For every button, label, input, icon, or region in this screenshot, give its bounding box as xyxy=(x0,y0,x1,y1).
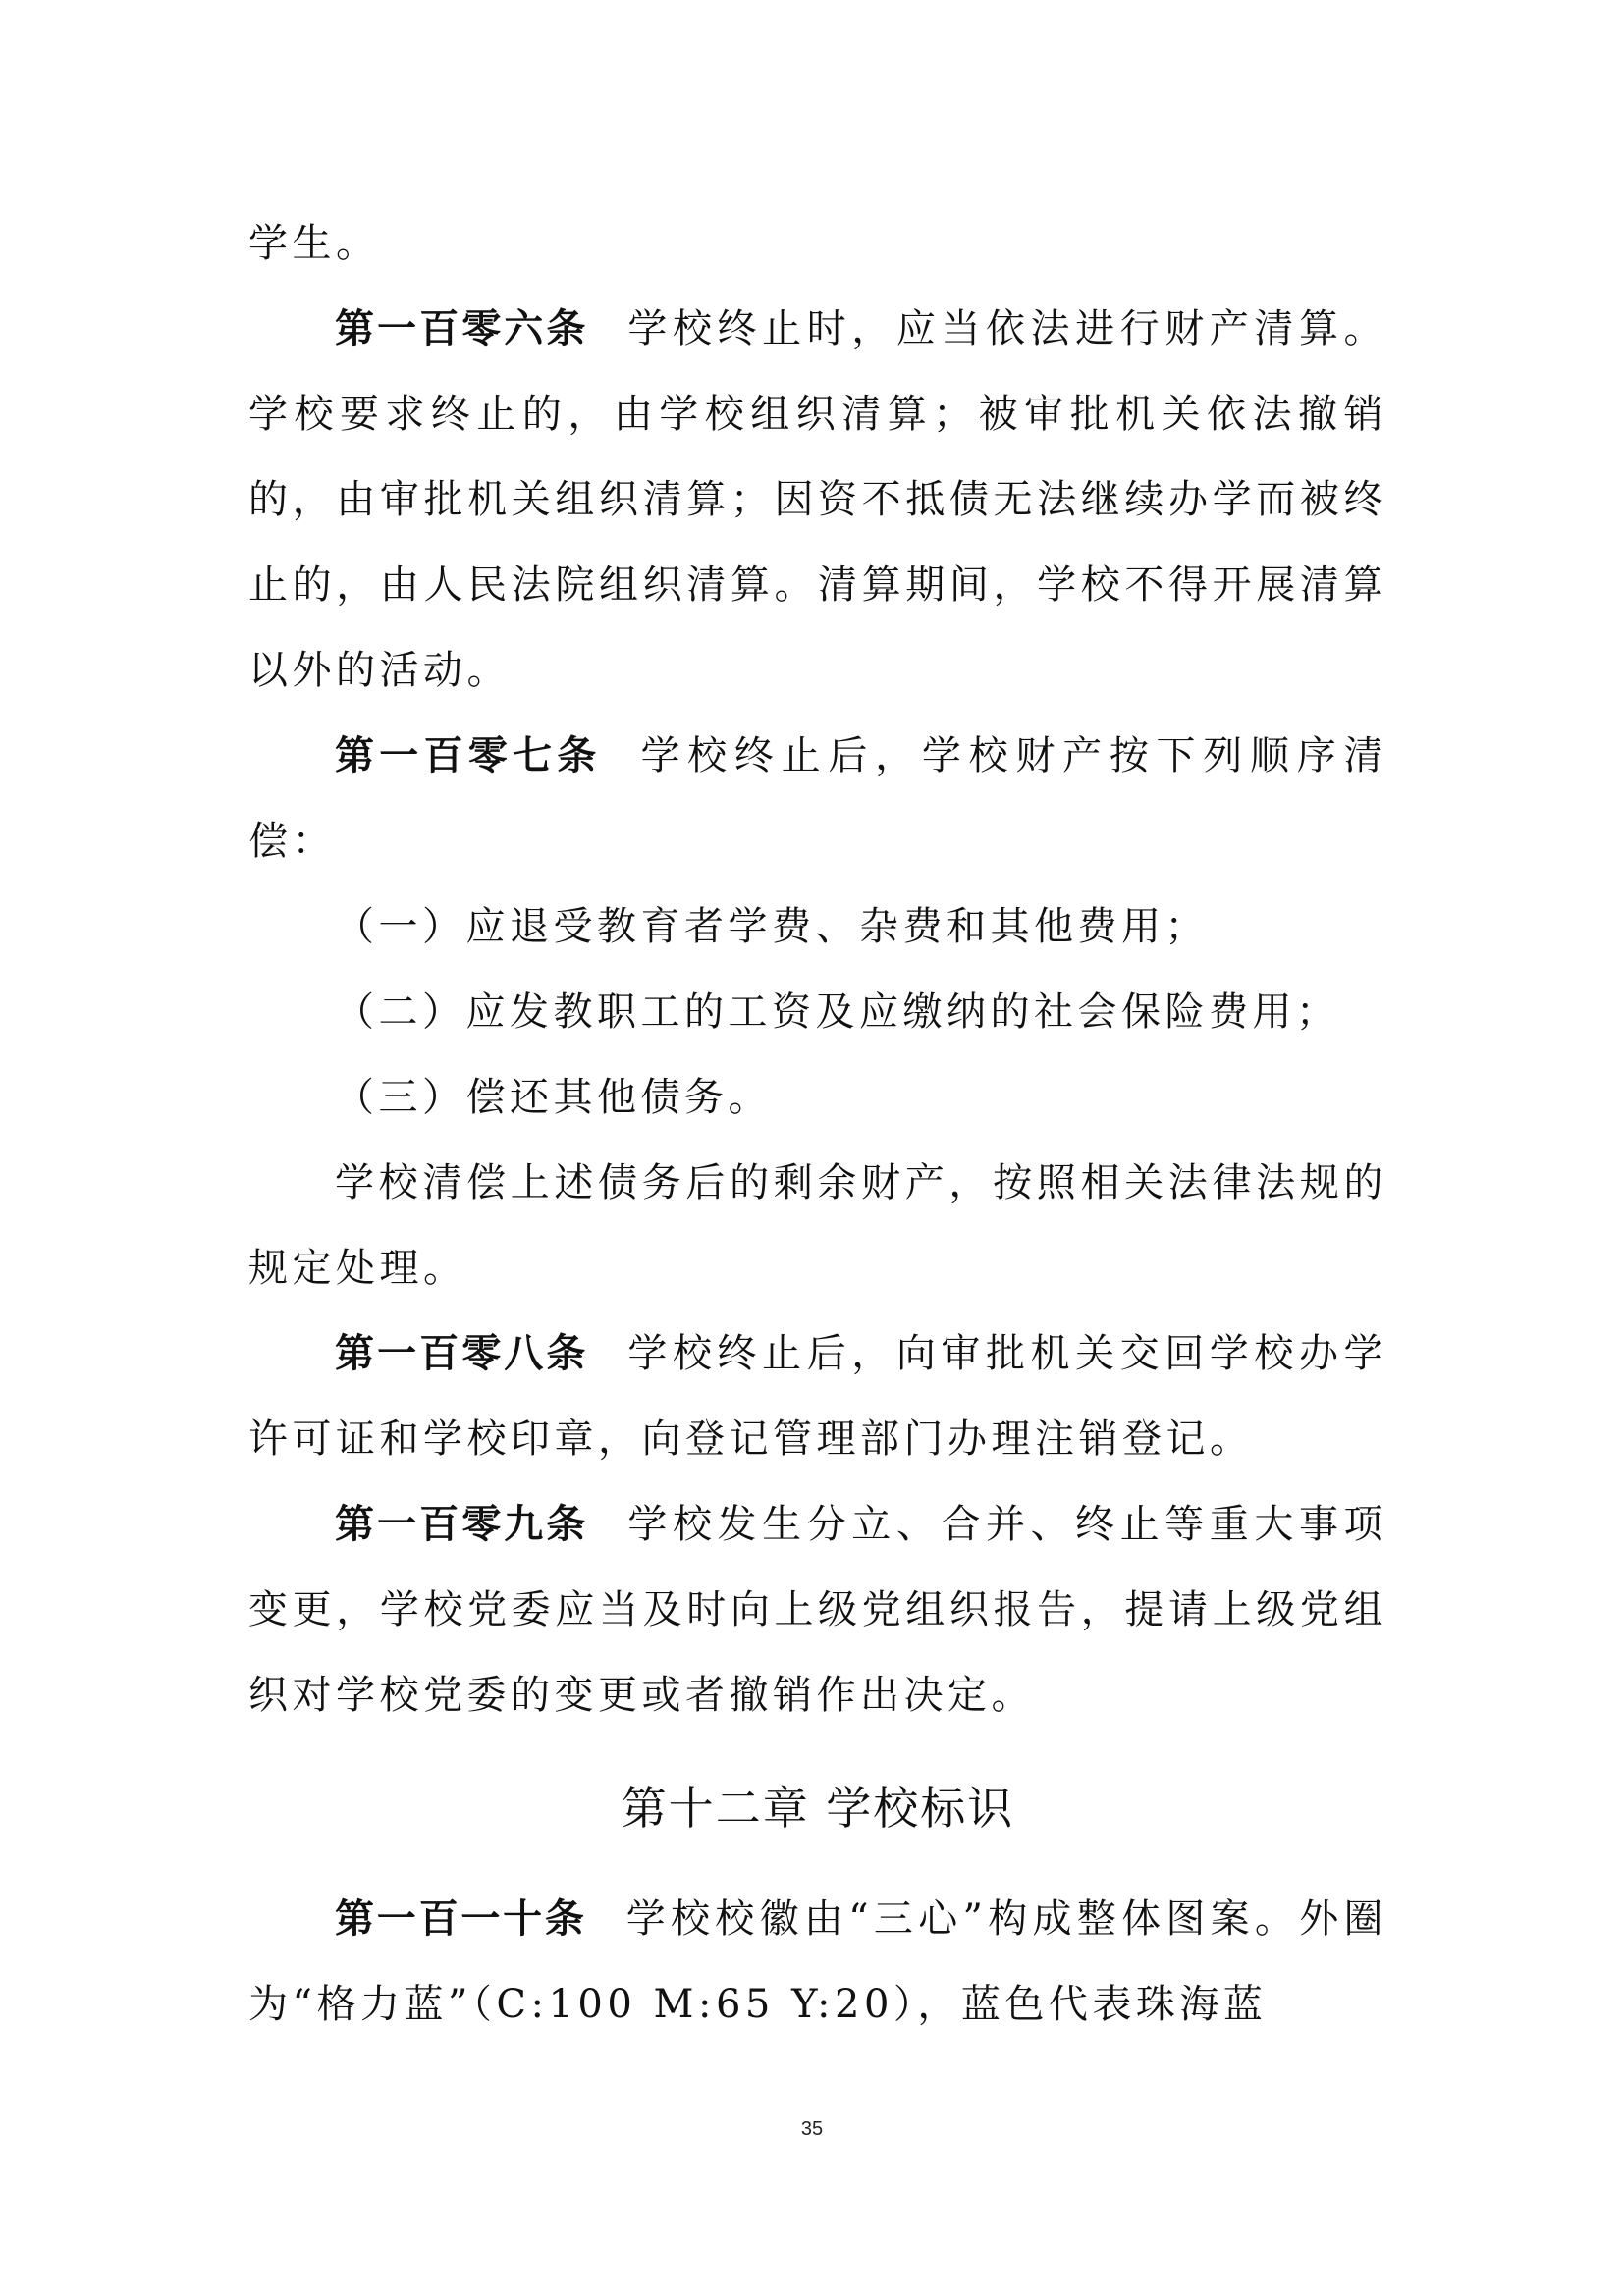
body-text xyxy=(248,201,1387,2048)
article-109 xyxy=(248,1482,1387,1738)
article-text: 学校校徽由“三心”构成整体图案。外圈为“格力蓝”（C:100 M:65 Y:20），蓝色代表珠海蓝 xyxy=(248,1896,1388,2027)
article-108 xyxy=(248,1311,1387,1482)
article-text: 学校终止后，学校财产按下列顺序清偿： xyxy=(248,733,1388,864)
list-item xyxy=(248,884,1387,970)
article-106 xyxy=(248,287,1387,714)
article-heading: 第一百零七条 xyxy=(335,733,602,778)
article-heading: 第一百零九条 xyxy=(335,1502,589,1547)
list-item-text: （一）应退受教育者学费、杂费和其他费用； xyxy=(335,904,1209,949)
article-text: 学校发生分立、合并、终止等重大事项变更，学校党委应当及时向上级党组织报告，提请上级党组织对学校党委的变更或者撤销作出决定。 xyxy=(248,1502,1388,1718)
article-heading: 第一百零八条 xyxy=(335,1331,589,1376)
page-number: 35 xyxy=(800,2118,824,2140)
article-107 xyxy=(248,714,1387,884)
text-run: 学生。 xyxy=(248,221,380,266)
article-heading: 第一百一十条 xyxy=(335,1896,587,1942)
article-107-tail xyxy=(248,1141,1387,1311)
list-item xyxy=(248,1055,1387,1141)
article-heading: 第一百零六条 xyxy=(335,306,589,351)
chapter-title: 第十二章 学校标识 xyxy=(621,1782,1015,1835)
article-text: 学校终止后，向审批机关交回学校办学许可证和学校印章，向登记管理部门办理注销登记。 xyxy=(248,1331,1388,1462)
list-item-text: （三）偿还其他债务。 xyxy=(335,1075,772,1120)
paragraph-continuation xyxy=(248,201,1387,287)
list-item xyxy=(248,970,1387,1055)
article-110 xyxy=(248,1877,1387,2048)
article-text: 学校清偿上述债务后的剩余财产，按照相关法律法规的规定处理。 xyxy=(248,1160,1387,1291)
article-text: 学校终止时，应当依法进行财产清算。学校要求终止的，由学校组织清算；被审批机关依法撤销的，由审批机关组织清算；因资不抵债无法继续办学而被终止的，由人民法院组织清算。清算期间，学校不得开展清算以外的活动。 xyxy=(248,306,1388,693)
list-item-text: （二）应发教职工的工资及应缴纳的社会保险费用； xyxy=(335,989,1340,1035)
